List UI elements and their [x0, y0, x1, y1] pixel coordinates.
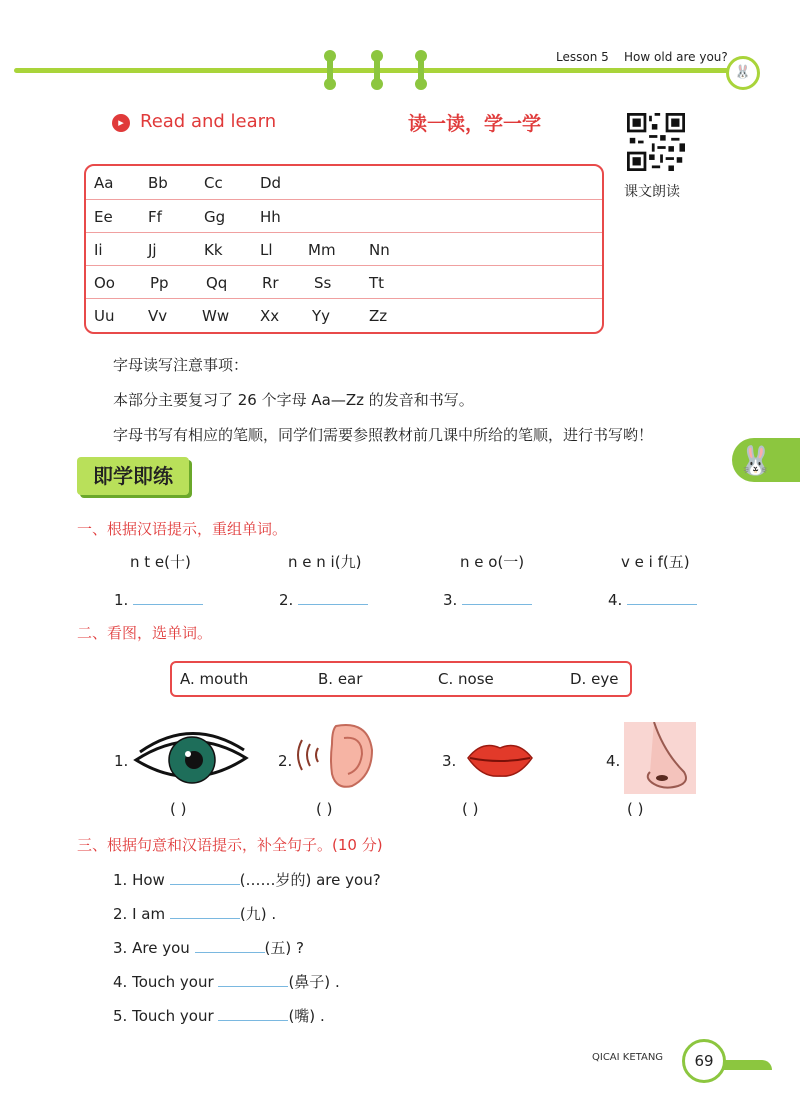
sentence-start: Touch your — [132, 973, 214, 991]
item-number: 3. — [443, 591, 458, 609]
answer-blank[interactable] — [170, 902, 240, 919]
letter-pair[interactable]: Kk — [204, 241, 223, 259]
qr-code-icon[interactable] — [627, 113, 685, 171]
sentence-end: . — [319, 1007, 325, 1025]
letter-pair[interactable]: Ll — [260, 241, 273, 259]
q3-title: 三、根据句意和汉语提示，补全句子。(10 分) — [77, 836, 383, 854]
item-number: 5. — [113, 1007, 128, 1025]
choice-b[interactable]: B. ear — [318, 670, 363, 688]
scrambled-word: n e o(一) — [460, 553, 525, 571]
q1-title: 一、根据汉语提示，重组单词。 — [77, 520, 288, 538]
sentence-item — [113, 970, 340, 992]
notes-line: 字母书写有相应的笔顺，同学们需要参照教材前几课中所给的笔顺，进行书写哟！ — [113, 426, 654, 444]
page-number: 69 — [682, 1039, 726, 1083]
letter-pair[interactable]: Qq — [206, 274, 228, 292]
answer-row — [443, 586, 532, 609]
nose-image — [624, 722, 696, 794]
answer-blank[interactable] — [170, 868, 240, 885]
item-number: 1. — [113, 871, 128, 889]
play-icon[interactable]: ▸ — [112, 114, 130, 132]
footer-brand: QICAI KETANG — [592, 1052, 664, 1063]
chinese-hint: (鼻子) — [288, 973, 331, 991]
chinese-hint: (嘴) — [288, 1007, 316, 1025]
rabbit-icon: 🐰 — [738, 444, 773, 477]
sentence-end: . — [271, 905, 277, 923]
letter-pair[interactable]: Ss — [314, 274, 332, 292]
answer-parentheses[interactable]: ( ) — [170, 800, 187, 818]
binder-clip — [327, 52, 333, 88]
answer-parentheses[interactable]: ( ) — [316, 800, 333, 818]
letter-pair[interactable]: Zz — [369, 307, 388, 325]
item-number: 2. — [279, 591, 294, 609]
answer-blank[interactable] — [218, 970, 288, 987]
mascot-icon: 🐰 — [726, 56, 760, 90]
item-number: 1. — [114, 591, 129, 609]
letter-pair[interactable]: Tt — [369, 274, 385, 292]
letter-pair[interactable]: Hh — [260, 208, 281, 226]
answer-parentheses[interactable]: ( ) — [462, 800, 479, 818]
mouth-image — [466, 738, 534, 780]
letter-pair[interactable]: Ee — [94, 208, 113, 226]
answer-blank[interactable] — [133, 586, 203, 605]
sentence-start: Are you — [132, 939, 190, 957]
letter-pair[interactable]: Uu — [94, 307, 115, 325]
practice-banner — [77, 457, 189, 495]
chinese-hint: (九) — [239, 905, 267, 923]
answer-blank[interactable] — [195, 936, 265, 953]
alphabet-row — [86, 298, 602, 332]
image-number: 2. — [278, 752, 293, 770]
letter-pair[interactable]: Ff — [148, 208, 162, 226]
sentence-item — [113, 902, 276, 924]
letter-pair[interactable]: Nn — [369, 241, 390, 259]
scrambled-word: n t e(十) — [130, 553, 191, 571]
answer-blank[interactable] — [298, 586, 368, 605]
sentence-end: are you? — [316, 871, 381, 889]
letter-pair[interactable]: Dd — [260, 174, 282, 192]
sentence-end: . — [334, 973, 340, 991]
notes-line: 本部分主要复习了 26 个字母 Aa—Zz 的发音和书写。 — [113, 391, 474, 409]
sentence-item — [113, 1004, 325, 1026]
alphabet-row — [86, 232, 602, 266]
section-title-cn: 读一读，学一学 — [408, 113, 542, 135]
image-number: 4. — [606, 752, 621, 770]
letter-pair[interactable]: Vv — [148, 307, 168, 325]
letter-pair[interactable]: Pp — [150, 274, 169, 292]
eye-image — [132, 728, 250, 790]
answer-blank[interactable] — [462, 586, 532, 605]
letter-pair[interactable]: Yy — [312, 307, 331, 325]
binder-clip — [374, 52, 380, 88]
letter-pair[interactable]: Aa — [94, 174, 114, 192]
answer-blank[interactable] — [627, 586, 697, 605]
alphabet-row — [86, 199, 602, 233]
word-choices-box — [170, 661, 632, 697]
letter-pair[interactable]: Mm — [308, 241, 336, 259]
sentence-end: ? — [296, 939, 304, 957]
letter-pair[interactable]: Ww — [202, 307, 230, 325]
alphabet-table — [84, 164, 604, 334]
sentence-start: I am — [132, 905, 166, 923]
practice-title: 即学即练 — [93, 464, 173, 488]
choice-a[interactable]: A. mouth — [180, 670, 249, 688]
image-number: 3. — [442, 752, 457, 770]
answer-parentheses[interactable]: ( ) — [627, 800, 644, 818]
item-number: 4. — [113, 973, 128, 991]
sentence-item — [113, 868, 381, 890]
lesson-header — [556, 50, 728, 64]
qr-label: 课文朗读 — [624, 184, 680, 200]
item-number: 3. — [113, 939, 128, 957]
letter-pair[interactable]: Jj — [148, 241, 157, 259]
item-number: 2. — [113, 905, 128, 923]
item-number: 4. — [608, 591, 623, 609]
q2-title: 二、看图，选单词。 — [77, 624, 213, 642]
letter-pair[interactable]: Bb — [148, 174, 168, 192]
choice-c[interactable]: C. nose — [438, 670, 494, 688]
letter-pair[interactable]: Cc — [204, 174, 223, 192]
answer-row — [279, 586, 368, 609]
sentence-item — [113, 936, 304, 958]
answer-row — [114, 586, 203, 609]
sentence-start: How — [132, 871, 165, 889]
letter-pair[interactable]: Gg — [204, 208, 226, 226]
letter-pair[interactable]: Oo — [94, 274, 115, 292]
chinese-hint: (……岁的) — [239, 871, 312, 889]
letter-pair[interactable]: Xx — [260, 307, 280, 325]
binder-clip — [418, 52, 424, 88]
image-number: 1. — [114, 752, 129, 770]
answer-blank[interactable] — [218, 1004, 288, 1021]
alphabet-row — [86, 166, 602, 199]
alphabet-row — [86, 265, 602, 299]
chinese-hint: (五) — [264, 939, 292, 957]
lesson-number: Lesson 5 — [556, 50, 609, 64]
choice-d[interactable]: D. eye — [570, 670, 619, 688]
answer-row — [608, 586, 697, 609]
scrambled-word: v e i f(五) — [621, 553, 690, 571]
sentence-start: Touch your — [132, 1007, 214, 1025]
scrambled-word: n e n i(九) — [288, 553, 362, 571]
ear-image — [292, 720, 376, 790]
lesson-title: How old are you? — [624, 50, 728, 64]
letter-pair[interactable]: Ii — [94, 241, 103, 259]
section-title-en: Read and learn — [140, 111, 277, 132]
notes-heading: 字母读写注意事项： — [113, 356, 249, 374]
letter-pair[interactable]: Rr — [262, 274, 279, 292]
